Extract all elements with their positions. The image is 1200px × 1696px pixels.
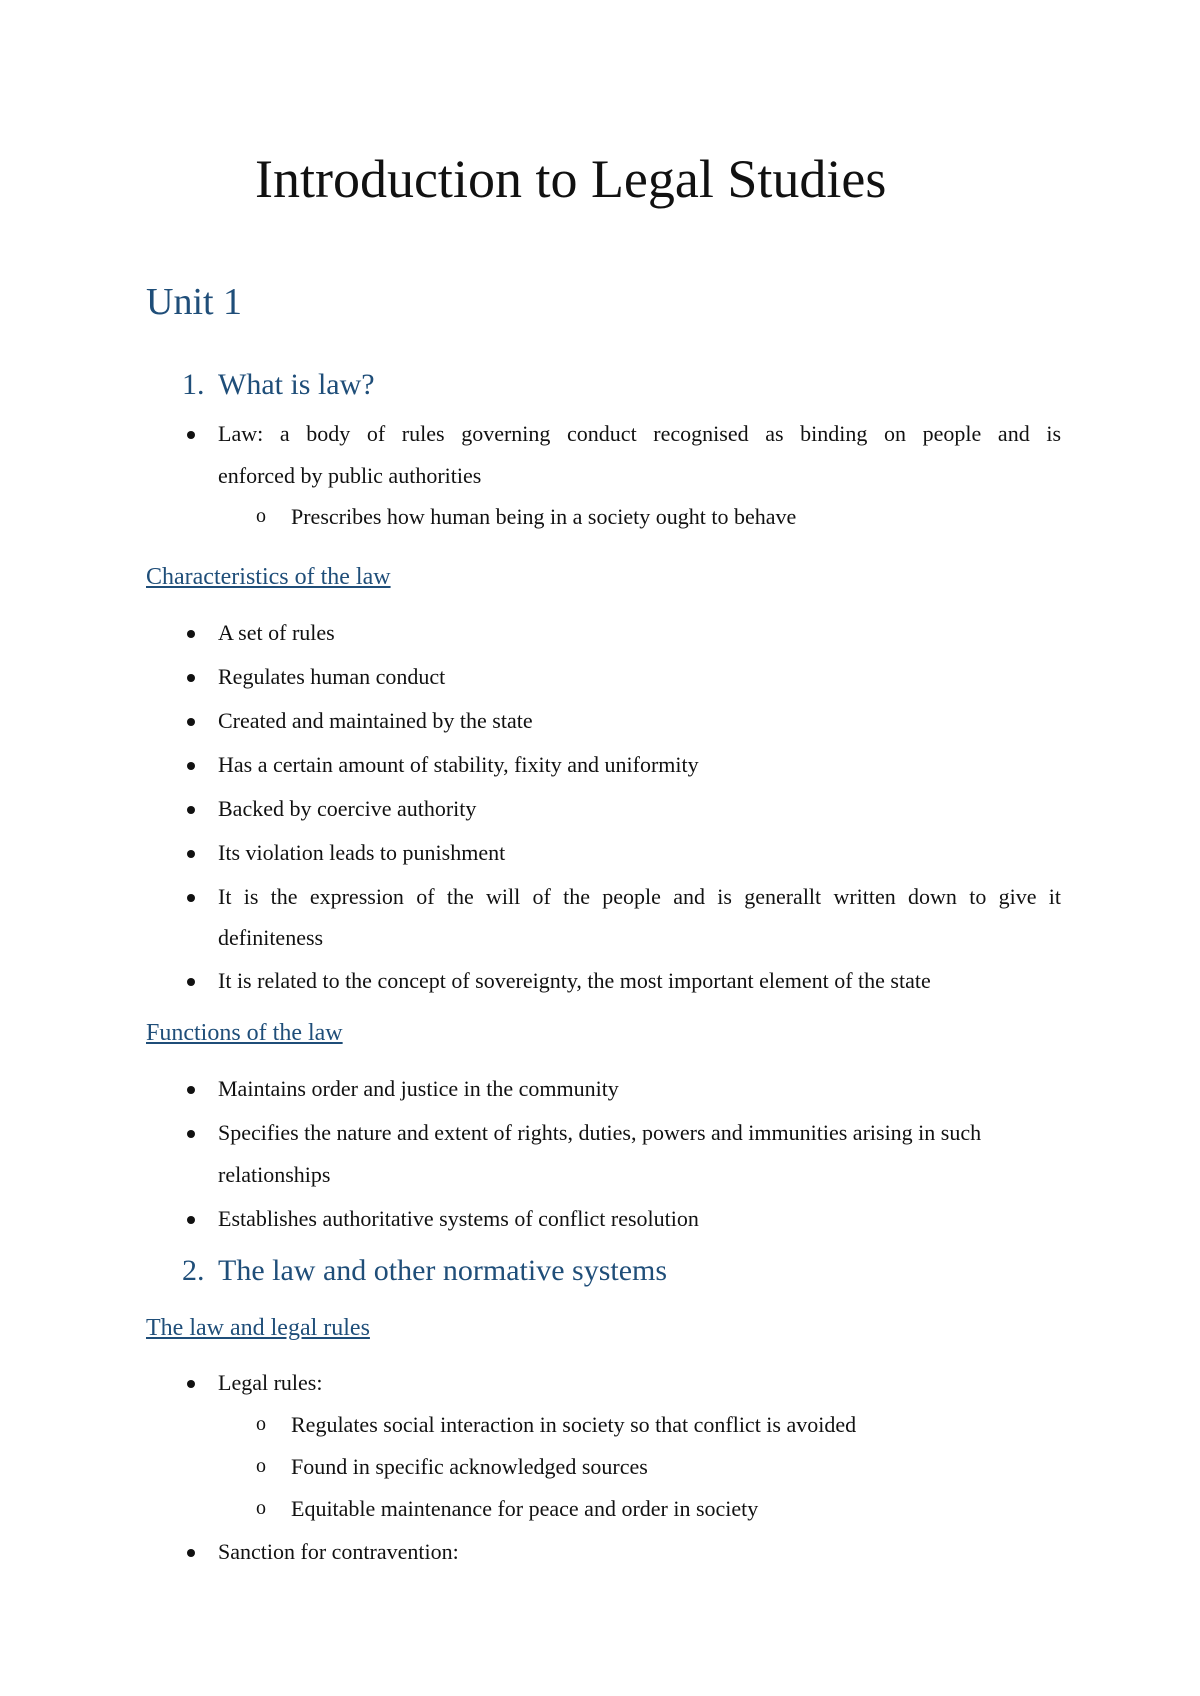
function-item: Establishes authoritative systems of conflict resolution <box>218 1206 699 1231</box>
characteristic-item: Has a certain amount of stability, fixity and uniformity <box>218 752 699 777</box>
law-definition-line-1: Law: a body of rules governing conduct recognised as binding on people and is <box>218 421 1061 446</box>
sub-bullet-icon: o <box>256 505 266 527</box>
legal-rules-sub-item: Equitable maintenance for peace and order in society <box>291 1496 759 1521</box>
function-item: Maintains order and justice in the community <box>218 1076 619 1101</box>
document-title: Introduction to Legal Studies <box>255 149 887 209</box>
section-1-number: 1. <box>182 368 205 401</box>
bullet-icon <box>187 1130 195 1138</box>
bullet-icon <box>187 850 195 858</box>
bullet-icon <box>187 1216 195 1224</box>
functions-heading: Functions of the law <box>146 1020 343 1046</box>
characteristic-item-continuation: definiteness <box>218 925 324 950</box>
bullet-icon <box>187 431 195 439</box>
characteristics-heading: Characteristics of the law <box>146 564 391 590</box>
characteristic-item: It is the expression of the will of the people and is generallt written down to give it <box>218 884 1061 909</box>
characteristic-item: It is related to the concept of sovereignty, the most important element of the state <box>218 968 931 993</box>
characteristic-item: Backed by coercive authority <box>218 796 477 821</box>
law-definition-line-2: enforced by public authorities <box>218 463 482 488</box>
bullet-icon <box>187 806 195 814</box>
section-1-title: What is law? <box>218 368 375 401</box>
law-sub-item: Prescribes how human being in a society ought to behave <box>291 504 797 529</box>
bullet-icon <box>187 1086 195 1094</box>
bullet-icon <box>187 674 195 682</box>
characteristic-item: Its violation leads to punishment <box>218 840 506 865</box>
bullet-icon <box>187 894 195 902</box>
function-item: Specifies the nature and extent of rights, duties, powers and immunities arising in such <box>218 1120 982 1145</box>
sanction-item: Sanction for contravention: <box>218 1539 459 1564</box>
legal-rules-sub-item: Found in specific acknowledged sources <box>291 1454 648 1479</box>
characteristic-item: Created and maintained by the state <box>218 708 533 733</box>
sub-bullet-icon: o <box>256 1413 266 1435</box>
section-2-number: 2. <box>182 1254 205 1287</box>
legal-rules-heading: The law and legal rules <box>146 1315 370 1341</box>
section-2-title: The law and other normative systems <box>218 1254 668 1287</box>
bullet-icon <box>187 718 195 726</box>
bullet-icon <box>187 1549 195 1557</box>
sub-bullet-icon: o <box>256 1455 266 1477</box>
legal-rules-item: Legal rules: <box>218 1370 323 1395</box>
sub-bullet-icon: o <box>256 1497 266 1519</box>
legal-rules-sub-item: Regulates social interaction in society so that conflict is avoided <box>291 1412 857 1437</box>
characteristic-item: Regulates human conduct <box>218 664 446 689</box>
section-2-heading <box>182 1254 667 1288</box>
function-item-continuation: relationships <box>218 1162 331 1187</box>
bullet-icon <box>187 630 195 638</box>
section-1-heading <box>182 368 375 402</box>
bullet-icon <box>187 978 195 986</box>
bullet-icon <box>187 1380 195 1388</box>
unit-heading: Unit 1 <box>146 281 243 323</box>
characteristic-item: A set of rules <box>218 620 335 645</box>
bullet-icon <box>187 762 195 770</box>
